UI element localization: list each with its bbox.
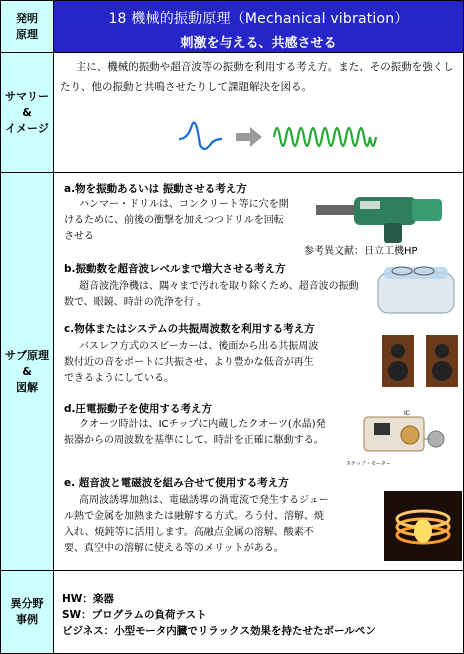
subprinciple-content [54,173,463,570]
subprinciple-label [1,173,54,570]
motor-label: ステップ・モーター [346,461,391,467]
reference-note: 参考異文献：日立工機HP [304,246,418,257]
arrow-icon [236,127,262,147]
examples-label-line2: 事例 [16,613,38,626]
section-d-body: クオーツ時計は、ICチップに内蔵したクオーツ(水晶)発振器からの周波数を基準にして、時計を正確に駆動する。 [64,419,326,446]
ultrasonic-cleaner-image [372,259,460,317]
page-subtitle: 刺激を与える、共感させる [180,36,337,51]
section-e-heading: e. 超音波と電磁波を組み合せて使用する考え方 [64,477,289,489]
examples-content [54,571,463,653]
single-pulse-wave [179,123,222,150]
subprinciple-label-line2: & [22,364,32,378]
examples-label-line1: 異分野 [10,597,44,610]
summary-label-line1: サマリー [5,89,49,103]
vibration-illustration [174,115,384,159]
subprinciple-row [1,173,463,571]
header-label-line2: 原理 [16,27,38,41]
example-business: ビジネス：小型モータ内臓でリラックス効果を持たせたボールペン [62,625,376,637]
example-sw: SW：プログラムの負荷テスト [62,609,207,621]
examples-label [1,571,54,653]
oscillation-wave [274,128,376,146]
example-hw: HW：楽器 [62,593,114,605]
section-b-body: 超音波洗浄機は、隅々まで汚れを取り除くため、超音波の振動数で、眼鏡、時計の洗浄を行 。 [64,281,359,308]
summary-content [54,53,463,172]
section-c-heading: c.物体またはシステムの共振周波数を利用する考え方 [64,323,315,335]
section-b-heading: b.振動数を超音波レベルまで増大させる考え方 [64,263,286,275]
summary-label-line2: & [22,105,32,119]
section-e-body: 高周波誘導加熱は、電磁誘導の渦電流で発生するジュール熱で金属を加熱または融解する方式。ろう付、溶解、焼入れ、焼鈍等に活用します。高融点金属の溶解、酸素不要、真空中の溶解に使える等のメリットがある。 [64,495,329,554]
header-row [1,1,463,53]
section-d-heading: d.圧電振動子を使用する考え方 [64,403,213,415]
header-label-line1: 発明 [16,11,38,25]
induction-heating-image [384,491,462,561]
header-label [1,1,54,52]
summary-text: 主に、機械的振動や超音波等の振動を利用する考え方。また、その振動を強くしたり、他の振動と共鳴させたりして課題解決を図る。 [60,61,454,93]
summary-label [1,53,54,172]
ic-label: IC [404,410,410,417]
quartz-clock-diagram [344,409,462,469]
summary-row [1,53,463,173]
summary-label-line3: イメージ [5,121,49,135]
section-a-body: ハンマー・ドリルは、コンクリート等に穴を開けるために、前後の衝撃を加えつつドリルを回転させる [64,199,289,242]
subprinciple-label-line3: 図解 [16,380,38,394]
section-c-body: バスレフ方式のスピーカーは、後面から出る共振周波数付近の音をポートに共振させ、より豊かな低音が再生できるようにしている。 [64,341,319,384]
subprinciple-label-line1: サブ原理 [5,348,49,362]
title-cell [54,1,463,52]
speaker-image [380,335,462,389]
hammer-drill-image [314,187,454,245]
examples-row [1,571,463,653]
section-a-heading: a.物を振動あるいは 振動させる考え方 [64,183,247,195]
page-title: 18 機械的振動原理（Mechanical vibration） [108,11,409,27]
